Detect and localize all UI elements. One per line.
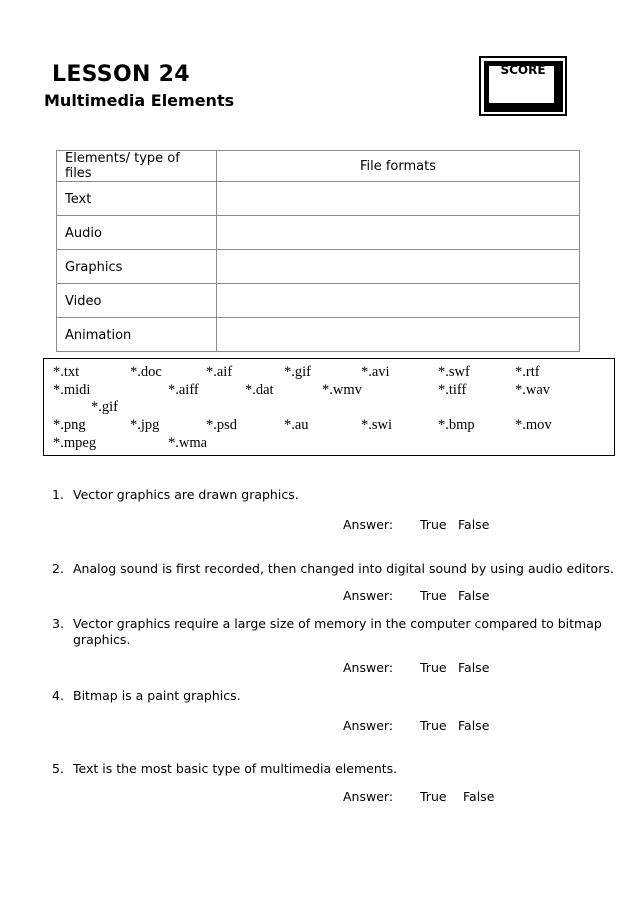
answer-false-option-1[interactable]: False (458, 517, 490, 532)
question-text: Analog sound is first recorded, then changed into digital sound by using audio editors. (73, 561, 614, 576)
extensions-box (43, 358, 615, 456)
lesson-subtitle: Multimedia Elements (44, 91, 235, 110)
ext-item: *.swi (361, 417, 393, 433)
question-4 (52, 688, 612, 706)
question-number: 3. (52, 616, 64, 631)
ext-item: *.jpg (130, 417, 160, 433)
row-label-text: Text (57, 182, 217, 216)
question-3 (52, 616, 622, 652)
ext-item: *.mpeg (53, 435, 97, 451)
table-row (57, 216, 580, 250)
ext-item: *.wmv (322, 382, 362, 398)
table-header-row (57, 151, 580, 182)
table-row (57, 284, 580, 318)
ext-item: *.avi (361, 364, 390, 380)
ext-item: *.au (284, 417, 309, 433)
question-1 (52, 487, 612, 505)
answer-label: Answer: (343, 517, 394, 532)
answer-true-option-5[interactable]: True (420, 789, 447, 804)
ext-item: *.tiff (438, 382, 467, 398)
header-file-formats: File formats (217, 151, 580, 182)
question-number: 2. (52, 561, 64, 576)
question-text: Text is the most basic type of multimedia elements. (73, 761, 398, 776)
ext-item: *.wav (515, 382, 551, 398)
question-text: Bitmap is a paint graphics. (73, 688, 241, 703)
question-text: Vector graphics are drawn graphics. (73, 487, 299, 502)
ext-item: *.midi (53, 382, 91, 398)
ext-item: *.aiff (168, 382, 199, 398)
answer-true-option-3[interactable]: True (420, 660, 447, 675)
ext-item: *.gif (91, 399, 118, 415)
answer-true-option-1[interactable]: True (420, 517, 447, 532)
table-row (57, 182, 580, 216)
ext-item: *.mov (515, 417, 552, 433)
question-2 (52, 561, 622, 579)
ext-item: *.psd (206, 417, 238, 433)
answer-cell-audio[interactable] (217, 216, 580, 250)
table-row (57, 250, 580, 284)
question-number: 5. (52, 761, 64, 776)
ext-item: *.aif (206, 364, 233, 380)
ext-item: *.doc (130, 364, 162, 380)
formats-table (56, 150, 580, 352)
score-label: SCORE (500, 63, 546, 77)
answer-cell-video[interactable] (217, 284, 580, 318)
answer-cell-animation[interactable] (217, 318, 580, 352)
answer-false-option-3[interactable]: False (458, 660, 490, 675)
answer-true-option-4[interactable]: True (420, 718, 447, 733)
row-label-video: Video (57, 284, 217, 318)
answer-false-option-4[interactable]: False (458, 718, 490, 733)
header-elements: Elements/ type of files (57, 151, 217, 182)
ext-item: *.dat (245, 382, 274, 398)
ext-item: *.txt (53, 364, 80, 380)
table-row (57, 318, 580, 352)
ext-item: *.png (53, 417, 86, 433)
row-label-graphics: Graphics (57, 250, 217, 284)
answer-label: Answer: (343, 789, 394, 804)
question-number: 4. (52, 688, 64, 703)
question-number: 1. (52, 487, 64, 502)
ext-item: *.gif (284, 364, 311, 380)
question-text: Vector graphics require a large size of memory in the computer compared to bitmap (73, 616, 602, 631)
answer-true-option-2[interactable]: True (420, 588, 447, 603)
ext-item: *.wma (168, 435, 208, 451)
row-label-animation: Animation (57, 318, 217, 352)
answer-cell-graphics[interactable] (217, 250, 580, 284)
ext-item: *.swf (438, 364, 470, 380)
answer-cell-text[interactable] (217, 182, 580, 216)
answer-false-option-5[interactable]: False (463, 789, 495, 804)
row-label-audio: Audio (57, 216, 217, 250)
lesson-title: LESSON 24 (52, 62, 190, 87)
score-box (479, 56, 567, 116)
question-text-continued: graphics. (73, 632, 131, 647)
answer-label: Answer: (343, 588, 394, 603)
ext-item: *.bmp (438, 417, 475, 433)
answer-label: Answer: (343, 718, 394, 733)
answer-false-option-2[interactable]: False (458, 588, 490, 603)
answer-label: Answer: (343, 660, 394, 675)
ext-item: *.rtf (515, 364, 540, 380)
question-5 (52, 761, 612, 779)
